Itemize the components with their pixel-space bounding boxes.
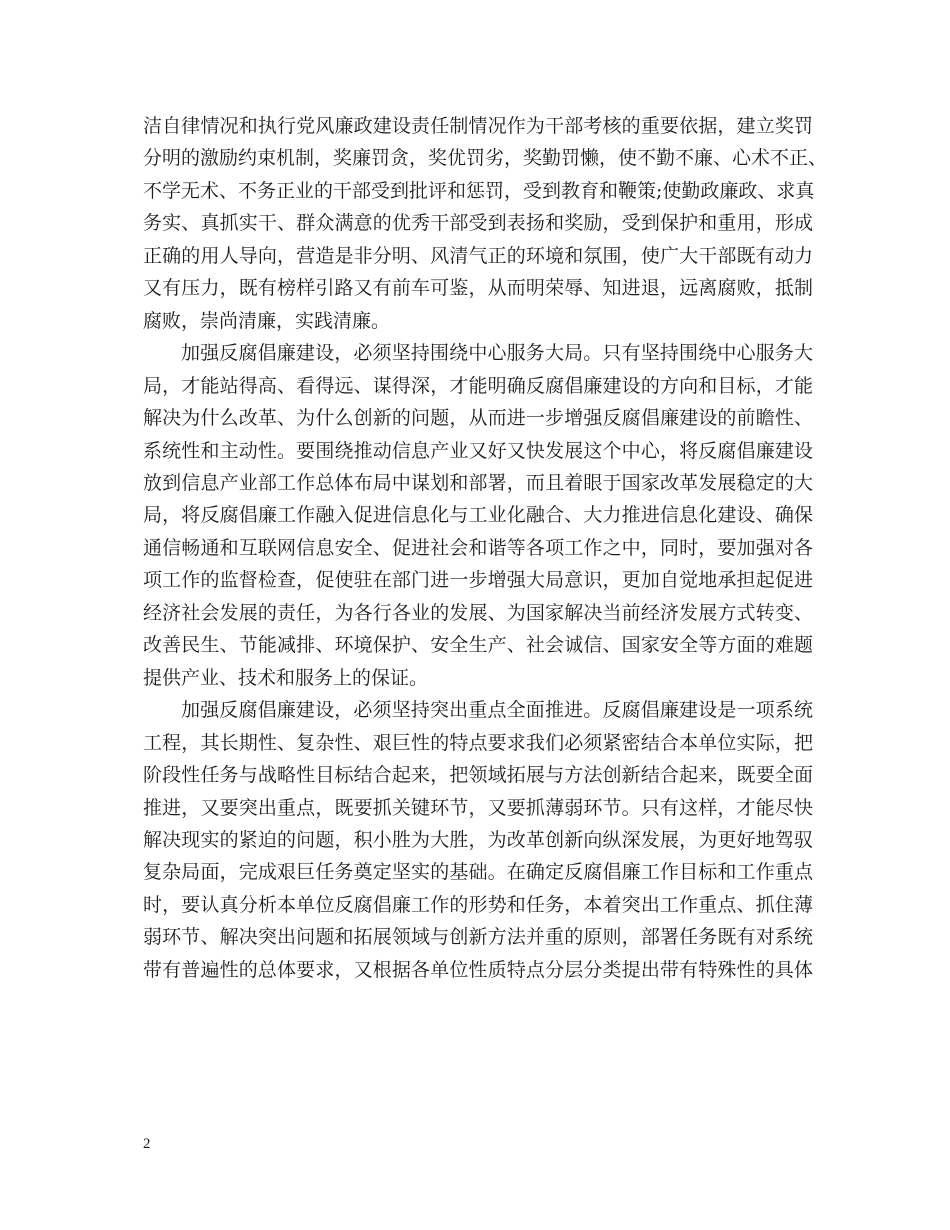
text-line: 务实、真抓实干、群众满意的优秀干部受到表扬和奖励，受到保护和重用，形成 <box>143 212 813 235</box>
text-line: 工程，其长期性、复杂性、艰巨性的特点要求我们必须紧密结合本单位实际，把 <box>143 731 813 754</box>
text-line: 弱环节、解决突出问题和拓展领域与创新方法并重的原则，部署任务既有对系统 <box>143 926 813 949</box>
text-line: 解决现实的紧迫的问题，积小胜为大胜，为改革创新向纵深发展，为更好地驾驭 <box>143 828 813 851</box>
body-text <box>143 110 828 986</box>
text-line: 改善民生、节能减排、环境保护、安全生产、社会诚信、国家安全等方面的难题 <box>143 634 813 657</box>
text-line: 复杂局面，完成艰巨任务奠定坚实的基础。在确定反腐倡廉工作目标和工作重点 <box>143 861 813 884</box>
text-line: 通信畅通和互联网信息安全、促进社会和谐等各项工作之中，同时，要加强对各 <box>143 536 813 559</box>
text-line: 局，将反腐倡廉工作融入促进信息化与工业化融合、大力推进信息化建设、确保 <box>143 504 813 527</box>
paragraph-first-line: 加强反腐倡廉建设，必须坚持突出重点全面推进。反腐倡廉建设是一项系统 <box>181 699 813 722</box>
text-line: 放到信息产业部工作总体布局中谋划和部署，而且着眼于国家改革发展稳定的大 <box>143 471 813 494</box>
text-line: 局，才能站得高、看得远、谋得深，才能明确反腐倡廉建设的方向和目标，才能 <box>143 374 813 397</box>
text-line: 正确的用人导向，营造是非分明、风清气正的环境和氛围，使广大干部既有动力 <box>143 244 813 267</box>
text-line: 提供产业、技术和服务上的保证。 <box>143 666 429 689</box>
text-line: 阶段性任务与战略性目标结合起来，把领域拓展与方法创新结合起来，既要全面 <box>143 764 813 787</box>
text-line: 经济社会发展的责任，为各行各业的发展、为国家解决当前经济发展方式转变、 <box>143 601 813 624</box>
page-number: 2 <box>143 1136 151 1152</box>
text-line: 解决为什么改革、为什么创新的问题，从而进一步增强反腐倡廉建设的前瞻性、 <box>143 407 813 430</box>
text-line: 不学无术、不务正业的干部受到批评和惩罚，受到教育和鞭策;使勤政廉政、求真 <box>143 179 815 202</box>
text-line: 又有压力，既有榜样引路又有前车可鉴，从而明荣辱、知进退，远离腐败，抵制 <box>143 277 813 300</box>
text-line: 带有普遍性的总体要求，又根据各单位性质特点分层分类提出带有特殊性的具体 <box>143 958 813 981</box>
text-line: 分明的激励约束机制，奖廉罚贪，奖优罚劣，奖勤罚懒，使不勤不廉、心术不正、 <box>143 147 828 170</box>
text-line: 系统性和主动性。要围绕推动信息产业又好又快发展这个中心，将反腐倡廉建设 <box>143 439 813 462</box>
text-line: 项工作的监督检查，促使驻在部门进一步增强大局意识，更加自觉地承担起促进 <box>143 569 813 592</box>
text-line: 时，要认真分析本单位反腐倡廉工作的形势和任务，本着突出工作重点、抓住薄 <box>143 893 813 916</box>
text-line: 腐败，崇尚清廉，实践清廉。 <box>143 309 391 332</box>
paragraph-first-line: 加强反腐倡廉建设，必须坚持围绕中心服务大局。只有坚持围绕中心服务大 <box>181 342 813 365</box>
text-line: 推进，又要突出重点，既要抓关键环节，又要抓薄弱环节。只有这样，才能尽快 <box>143 796 813 819</box>
text-line: 洁自律情况和执行党风廉政建设责任制情况作为干部考核的重要依据，建立奖罚 <box>143 115 813 137</box>
